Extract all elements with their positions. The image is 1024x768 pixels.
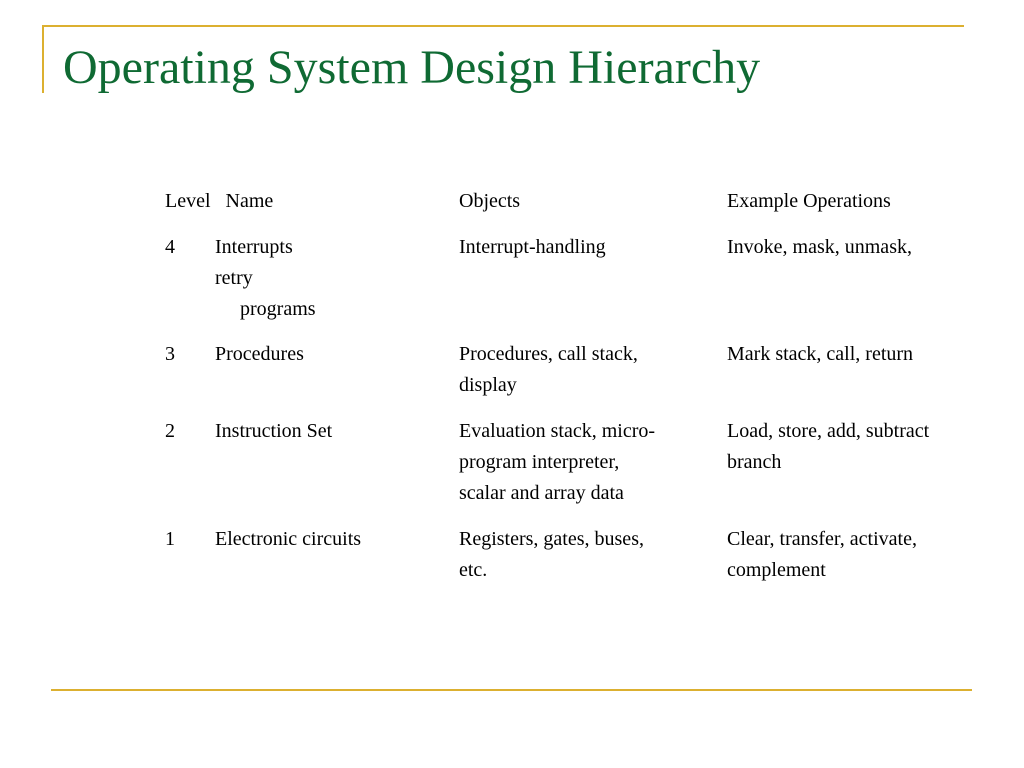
row-4-name-line: programs	[240, 298, 316, 320]
row-1-level: 1	[165, 528, 175, 550]
row-3-operations-line: Mark stack, call, return	[727, 343, 914, 365]
header-level-name: Level Name	[165, 190, 274, 212]
slide-title: Operating System Design Hierarchy	[63, 41, 761, 94]
row-1-objects-line: Registers, gates, buses,	[459, 528, 644, 550]
row-4-name	[215, 232, 316, 325]
top-accent-rule	[44, 25, 964, 27]
row-2-operations	[727, 416, 929, 478]
row-2-objects-line: Evaluation stack, micro-	[459, 420, 656, 442]
row-2-objects	[459, 416, 655, 509]
row-4-objects	[459, 232, 606, 263]
row-3-objects	[459, 339, 638, 401]
row-2-operations-line: Load, store, add, subtract	[727, 420, 930, 442]
header-example-operations: Example Operations	[727, 190, 891, 212]
row-4-level: 4	[165, 236, 175, 258]
row-1-objects	[459, 524, 644, 586]
row-4-operations-line: Invoke, mask, unmask,	[727, 236, 912, 258]
row-3-objects-line: display	[459, 374, 517, 396]
row-2-level: 2	[165, 420, 175, 442]
row-3-name-line: Procedures	[215, 343, 304, 365]
row-2-objects-line: scalar and array data	[459, 482, 624, 504]
left-accent-rule	[42, 25, 44, 93]
row-2-name-line: Instruction Set	[215, 420, 333, 442]
row-4-operations	[727, 232, 912, 263]
row-2-name	[215, 416, 332, 447]
row-1-operations-line: complement	[727, 559, 826, 581]
row-1-objects-line: etc.	[459, 559, 488, 581]
row-3-level: 3	[165, 343, 175, 365]
row-3-objects-line: Procedures, call stack,	[459, 343, 638, 365]
row-1-operations	[727, 524, 917, 586]
row-3-operations	[727, 339, 913, 370]
row-4-name-line: Interrupts	[215, 236, 293, 258]
row-4-objects-line: Interrupt-handling	[459, 236, 606, 258]
row-1-name	[215, 524, 361, 555]
row-3-name	[215, 339, 304, 370]
header-objects: Objects	[459, 190, 521, 212]
bottom-accent-rule	[51, 689, 972, 691]
row-2-objects-line: program interpreter,	[459, 451, 620, 473]
row-4-name-line: retry	[215, 267, 253, 289]
row-1-operations-line: Clear, transfer, activate,	[727, 528, 917, 550]
row-1-name-line: Electronic circuits	[215, 528, 362, 550]
row-2-operations-line: branch	[727, 451, 782, 473]
